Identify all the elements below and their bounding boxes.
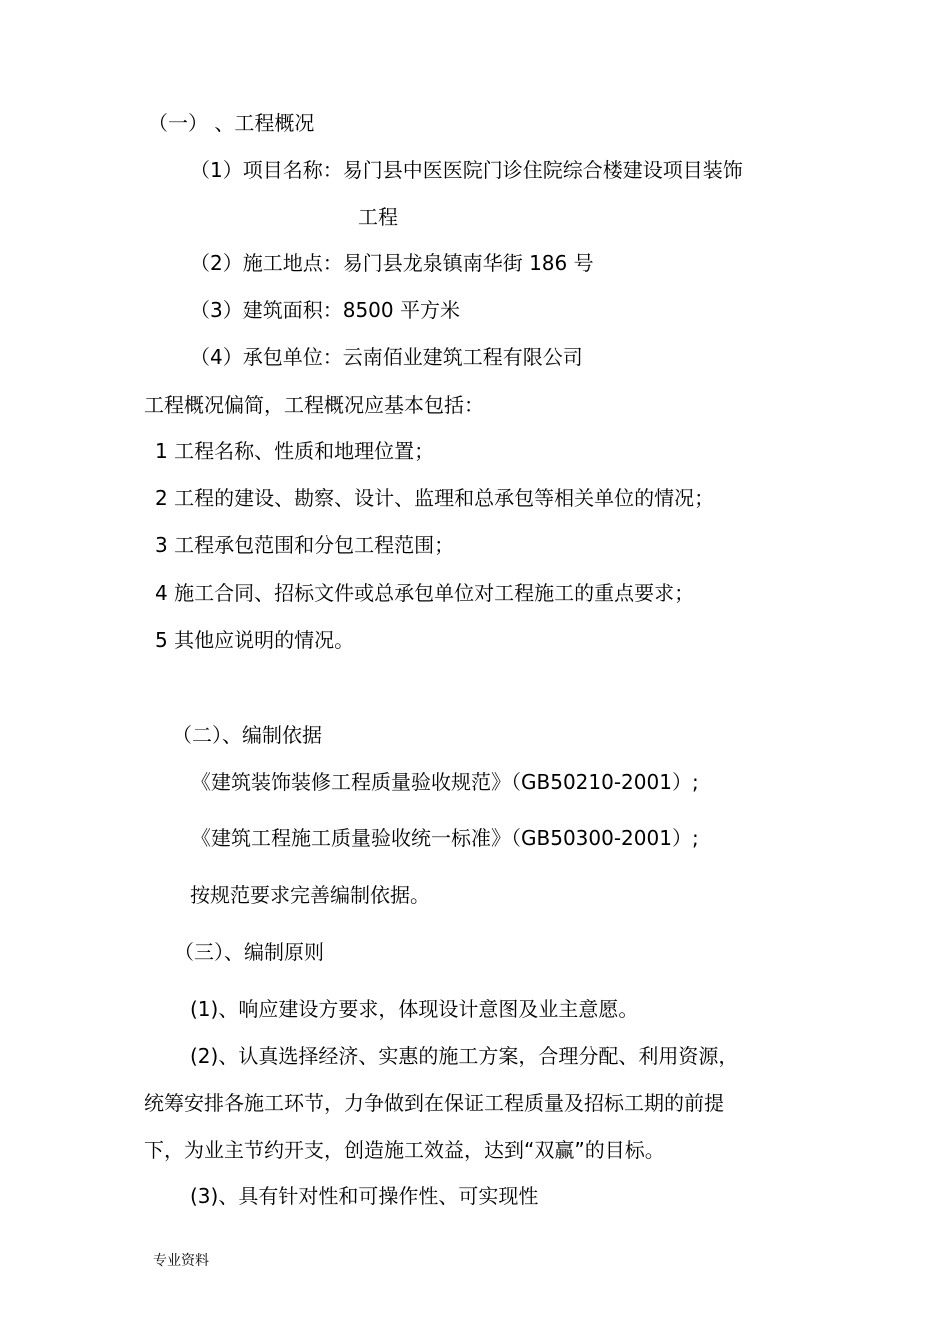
project-name-line: （1）项目名称：易门县中医医院门诊住院综合楼建设项目装饰 [190,158,743,182]
list-item: 2 工程的建设、勘察、设计、监理和总承包等相关单位的情况； [155,486,715,510]
overview-note: 工程概况偏简，工程概况应基本包括： [144,393,484,417]
list-item: 5 其他应说明的情况。 [155,628,355,652]
list-item: 4 施工合同、招标文件或总承包单位对工程施工的重点要求； [155,581,695,605]
list-item: 3 工程承包范围和分包工程范围； [155,533,455,557]
principle-1: (1)、响应建设方要求，体现设计意图及业主意愿。 [190,997,639,1021]
principle-2-line-1: (2)、认真选择经济、实惠的施工方案，合理分配、利用资源， [190,1044,739,1068]
standard-reference: 《建筑装饰装修工程质量验收规范》（GB50210-2001）; [191,770,699,794]
building-area-line: （3）建筑面积：8500 平方米 [190,298,460,322]
contractor-line: （4）承包单位：云南佰业建筑工程有限公司 [190,345,583,369]
section-heading-principles: （三）、编制原则 [174,940,324,964]
basis-note: 按规范要求完善编制依据。 [190,883,430,907]
principle-2-line-3: 下，为业主节约开支，创造施工效益，达到“双赢”的目标。 [144,1138,665,1162]
project-name-continuation: 工程 [358,205,398,229]
construction-site-line: （2）施工地点：易门县龙泉镇南华街 186 号 [190,251,594,275]
principle-2-line-2: 统筹安排各施工环节，力争做到在保证工程质量及招标工期的前提 [144,1091,724,1115]
footer-label: 专业资料 [153,1253,209,1269]
principle-3: (3)、具有针对性和可操作性、可实现性 [190,1184,539,1208]
section-heading-overview: （一） 、工程概况 [148,111,315,135]
list-item: 1 工程名称、性质和地理位置； [155,439,435,463]
standard-reference: 《建筑工程施工质量验收统一标准》（GB50300-2001）; [191,826,699,850]
section-heading-basis: （二）、编制依据 [172,723,322,747]
